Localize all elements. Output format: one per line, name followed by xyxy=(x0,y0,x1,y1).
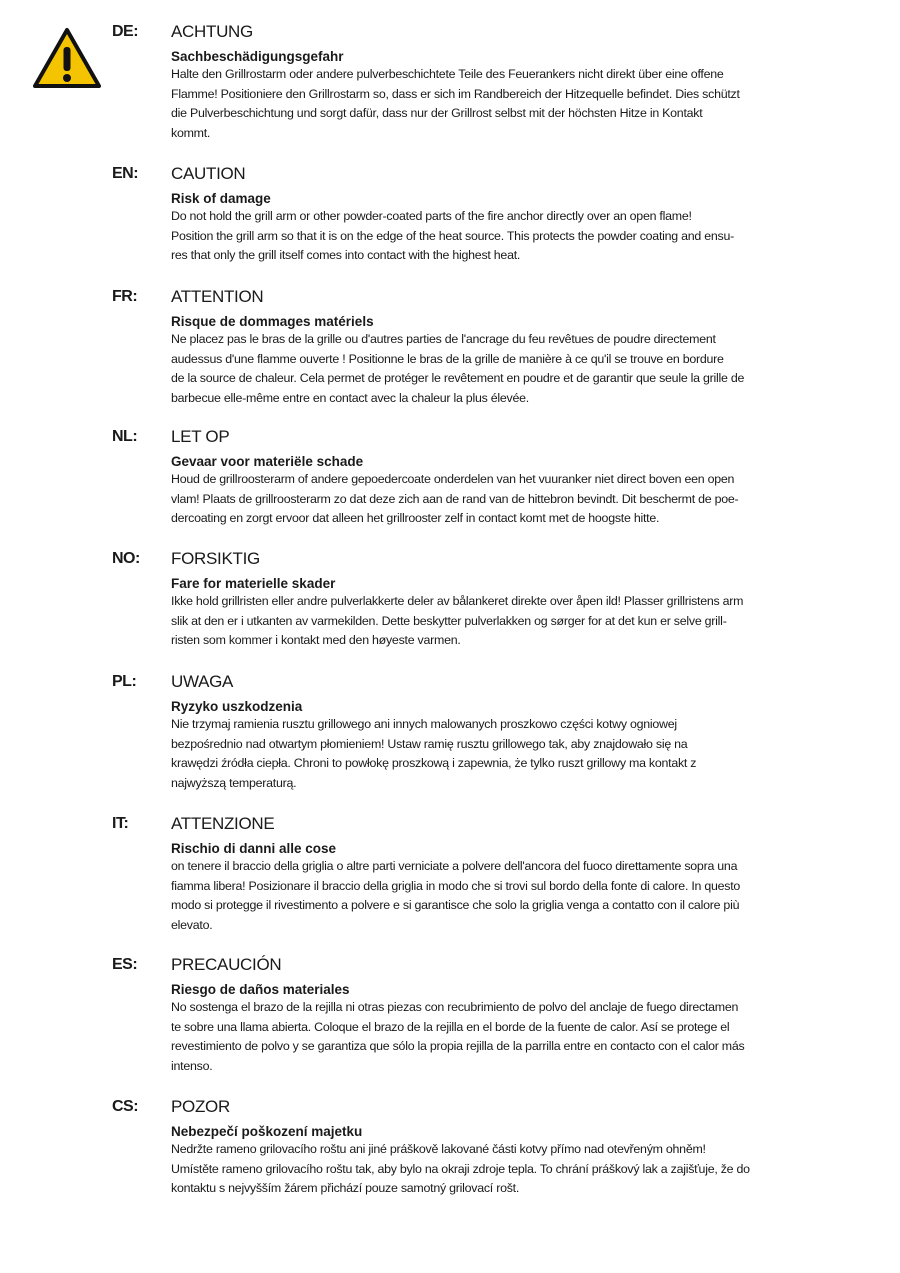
body-line: Ne placez pas le bras de la grille ou d'autres parties de l'ancrage du feu revêtues de poudre directement xyxy=(171,332,716,346)
language-code: FR: xyxy=(112,288,138,305)
language-code: ES: xyxy=(112,956,138,973)
body-line: Halte den Grillrostarm oder andere pulverbeschichtete Teile des Feuerankers nicht direkt über eine offene xyxy=(171,67,724,81)
body-line: kontaktu s nejvyšším žárem přichází pouze samotný grilovací rošt. xyxy=(171,1181,520,1195)
body-line: elevato. xyxy=(171,917,213,932)
warning-subtitle: Ryzyko uszkodzenia xyxy=(171,699,303,714)
warning-body xyxy=(171,715,871,793)
body-line: Ikke hold grillristen eller andre pulverlakkerte deler av bålankeret direkte over åpen ild! Plasser grillristens arm xyxy=(171,594,744,608)
body-line: modo si protegge il rivestimento a polvere e si garantisce che solo la griglia venga a contatto con il calore più xyxy=(171,898,740,912)
warning-subtitle: Rischio di danni alle cose xyxy=(171,841,337,856)
warning-heading: ATTENZIONE xyxy=(171,814,275,833)
body-line: die Pulverbeschichtung und sorgt dafür, dass nur der Grillrost selbst mit der höchsten Hitze in Kontakt xyxy=(171,106,703,120)
warning-body xyxy=(171,1140,871,1199)
body-line: bezpośrednio nad otwartym płomieniem! Ustaw ramię rusztu grillowego tak, aby znajdowało się na xyxy=(171,736,688,751)
warning-subtitle: Nebezpečí poškození majetku xyxy=(171,1124,363,1139)
warning-heading: CAUTION xyxy=(171,164,246,183)
warning-subtitle: Gevaar voor materiële schade xyxy=(171,454,364,469)
body-line: audessus d'une flamme ouverte ! Positionne le bras de la grille de manière à ce qu'il se trouve en bordure xyxy=(171,351,724,366)
body-line: dercoating en zorgt ervoor dat alleen het grillrooster zelf in contact komt met de hoogste hitte. xyxy=(171,511,660,525)
body-line: Umístěte rameno grilovacího roštu tak, aby bylo na okraji zdroje tepla. To chrání práškový lak a zajišťuje, že do xyxy=(171,1161,750,1176)
body-line: Houd de grillroosterarm of andere gepoedercoate onderdelen van het vuuranker niet direct boven een open xyxy=(171,472,735,486)
warning-subtitle: Sachbeschädigungsgefahr xyxy=(171,49,344,64)
language-code: PL: xyxy=(112,673,137,690)
language-code: CS: xyxy=(112,1098,139,1115)
body-line: revestimiento de polvo y se garantiza que sólo la propia rejilla de la parrilla entre en contacto con el calor más xyxy=(171,1039,745,1053)
body-line: Do not hold the grill arm or other powder-coated parts of the fire anchor directly over an open flame! xyxy=(171,209,692,223)
body-line: barbecue elle-même entre en contact avec la chaleur la plus élevée. xyxy=(171,390,529,405)
warning-heading: PRECAUCIÓN xyxy=(171,955,282,974)
warning-subtitle: Fare for materielle skader xyxy=(171,576,336,591)
warning-subtitle: Risque de dommages matériels xyxy=(171,314,374,329)
warning-body xyxy=(171,998,871,1076)
body-line: Flamme! Positioniere den Grillrostarm so, dass er sich im Randbereich der Hitzequelle befindet. Dies schützt xyxy=(171,86,740,101)
language-code: EN: xyxy=(112,165,139,182)
warning-heading: UWAGA xyxy=(171,672,234,691)
body-line: vlam! Plaats de grillroosterarm zo dat deze zich aan de rand van de hittebron bevindt. Dit beschermt de poe- xyxy=(171,491,739,506)
warning-heading: LET OP xyxy=(171,427,230,446)
warning-heading: ATTENTION xyxy=(171,287,264,306)
language-code: NL: xyxy=(112,428,138,445)
language-code: IT: xyxy=(112,815,129,832)
language-code: NO: xyxy=(112,550,140,567)
warning-body xyxy=(171,857,871,935)
warning-body xyxy=(171,592,871,651)
warning-body xyxy=(171,207,871,266)
body-line: Nie trzymaj ramienia rusztu grillowego ani innych malowanych proszkowo części kotwy ogniowej xyxy=(171,717,677,731)
body-line: intenso. xyxy=(171,1058,213,1073)
body-line: krawędzi źródła ciepła. Chroni to powłokę proszkową i zapewnia, że tylko ruszt grillowy ma kontakt z xyxy=(171,756,697,770)
body-line: on tenere il braccio della griglia o altre parti verniciate a polvere dell'ancora del fuoco direttamente sopra una xyxy=(171,859,738,873)
body-line: najwyższą temperaturą. xyxy=(171,775,297,790)
warning-body xyxy=(171,330,871,408)
body-line: risten som kommer i kontakt med den høyeste varmen. xyxy=(171,633,461,647)
warning-subtitle: Riesgo de daños materiales xyxy=(171,982,350,997)
body-line: res that only the grill itself comes into contact with the highest heat. xyxy=(171,248,521,262)
warning-subtitle: Risk of damage xyxy=(171,191,271,206)
body-line: Nedržte rameno grilovacího roštu ani jiné práškově lakované části kotvy přímo nad otevřeným ohněm! xyxy=(171,1142,706,1156)
warning-body xyxy=(171,470,871,529)
body-line: slik at den er i utkanten av varmekilden. Dette beskytter pulverlakken og sørger for at det kun er selve grill- xyxy=(171,613,727,628)
body-line: No sostenga el brazo de la rejilla ni otras piezas con recubrimiento de polvo del anclaje de fuego directamen xyxy=(171,1000,739,1014)
body-line: Position the grill arm so that it is on the edge of the heat source. This protects the powder coating and ensu- xyxy=(171,228,734,243)
warning-body xyxy=(171,65,871,143)
language-code: DE: xyxy=(112,23,139,40)
warning-heading: ACHTUNG xyxy=(171,22,253,41)
body-line: kommt. xyxy=(171,125,211,140)
warning-triangle-icon xyxy=(32,27,102,89)
body-line: de la source de chaleur. Cela permet de protéger le revêtement en poudre et de garantir que seule la grille de xyxy=(171,371,745,385)
body-line: te sobre una llama abierta. Coloque el brazo de la rejilla en el borde de la fuente de calor. Así se protege el xyxy=(171,1019,730,1034)
warning-heading: POZOR xyxy=(171,1097,230,1116)
body-line: fiamma libera! Posizionare il braccio della griglia in modo che si trovi sul bordo della fonte di calore. In questo xyxy=(171,878,741,893)
warning-heading: FORSIKTIG xyxy=(171,549,260,568)
